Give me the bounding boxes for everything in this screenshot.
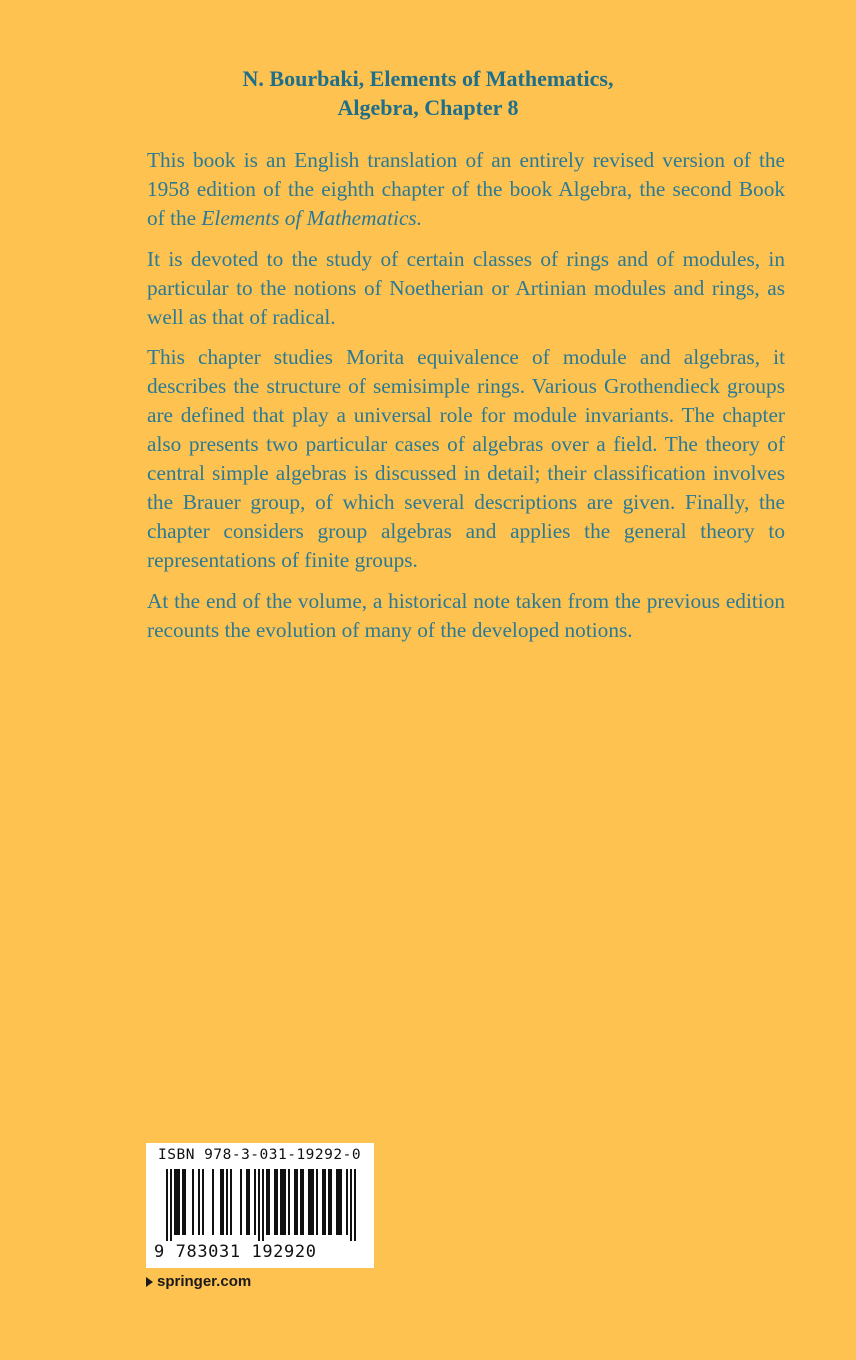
paragraph-1-text: This book is an English translation of an entirely revised version of the 1958 edition of the eighth chapter of the book Algebra, the second Book of the xyxy=(147,148,785,230)
book-title xyxy=(0,64,856,122)
barcode-bar xyxy=(198,1169,200,1235)
barcode-bar xyxy=(294,1169,296,1235)
barcode-bar xyxy=(178,1169,180,1235)
barcode-bar xyxy=(354,1169,356,1241)
barcode-bar xyxy=(274,1169,276,1235)
paragraph-1-italic: Elements of Mathematics. xyxy=(201,205,423,230)
barcode-bar xyxy=(254,1169,256,1235)
barcode-bar xyxy=(308,1169,310,1235)
barcode-box xyxy=(146,1143,374,1268)
barcode-digits: 9 783031 192920 xyxy=(154,1242,317,1262)
barcode-bars xyxy=(152,1169,368,1241)
barcode-bar xyxy=(240,1169,242,1235)
barcode-bar xyxy=(302,1169,304,1235)
barcode-bar xyxy=(284,1169,286,1235)
barcode-bar xyxy=(296,1169,298,1235)
paragraph-4: At the end of the volume, a historical note taken from the previous edition recounts the evolution of many of the developed notions. xyxy=(147,588,785,642)
barcode-bar xyxy=(268,1169,270,1235)
barcode-bar xyxy=(192,1169,194,1235)
barcode-bar xyxy=(282,1169,284,1235)
barcode-bar xyxy=(182,1169,184,1235)
arrow-icon xyxy=(146,1277,153,1287)
barcode-bar xyxy=(166,1169,168,1241)
barcode-bar xyxy=(338,1169,340,1235)
barcode-bar xyxy=(174,1169,176,1235)
barcode-bar xyxy=(262,1169,264,1241)
barcode-bar xyxy=(288,1169,290,1235)
barcode-bar xyxy=(280,1169,282,1235)
barcode-bar xyxy=(300,1169,302,1235)
barcode-bar xyxy=(230,1169,232,1235)
barcode-bar xyxy=(176,1169,178,1235)
barcode-bar xyxy=(310,1169,312,1235)
barcode-bar xyxy=(322,1169,324,1235)
barcode-bar xyxy=(324,1169,326,1235)
barcode-bar xyxy=(222,1169,224,1235)
title-line-1: N. Bourbaki, Elements of Mathematics, xyxy=(242,66,614,91)
barcode-bar xyxy=(266,1169,268,1235)
barcode-bar xyxy=(170,1169,172,1241)
barcode-bar xyxy=(226,1169,228,1235)
publisher-link[interactable] xyxy=(146,1273,251,1290)
barcode-bar xyxy=(328,1169,330,1235)
paragraph-2: It is devoted to the study of certain classes of rings and of modules, in particular to the notions of Noetherian or Artinian modules and rings, as well as that of radical. xyxy=(147,246,785,329)
barcode-bar xyxy=(202,1169,204,1235)
barcode-bar xyxy=(350,1169,352,1241)
barcode-bar xyxy=(248,1169,250,1235)
barcode-bar xyxy=(276,1169,278,1235)
barcode-bar xyxy=(336,1169,338,1235)
barcode-bar xyxy=(330,1169,332,1235)
barcode-bar xyxy=(340,1169,342,1235)
barcode-bar xyxy=(258,1169,260,1241)
barcode-bar xyxy=(212,1169,214,1235)
paragraph-1 xyxy=(147,146,785,233)
barcode-bar xyxy=(246,1169,248,1235)
isbn-label: ISBN 978-3-031-19292-0 xyxy=(158,1147,362,1163)
paragraph-3: This chapter studies Morita equivalence of module and algebras, it describes the structure of semisimple rings. Various Grothendieck groups are defined that play a universal role for module invariants. The chapter also presents two particular cases of algebras over a field. The theory of central simple algebras is discussed in detail; their classification involves the Brauer group, of which several descriptions are given. Finally, the chapter considers group algebras and applies the general theory to representations of finite groups. xyxy=(147,345,785,572)
barcode-bar xyxy=(346,1169,348,1235)
barcode-bar xyxy=(220,1169,222,1235)
barcode-bar xyxy=(184,1169,186,1235)
publisher-website: springer.com xyxy=(157,1273,252,1290)
title-line-2: Algebra, Chapter 8 xyxy=(337,95,519,120)
barcode-bar xyxy=(312,1169,314,1235)
barcode-bar xyxy=(316,1169,318,1235)
description xyxy=(147,146,785,657)
